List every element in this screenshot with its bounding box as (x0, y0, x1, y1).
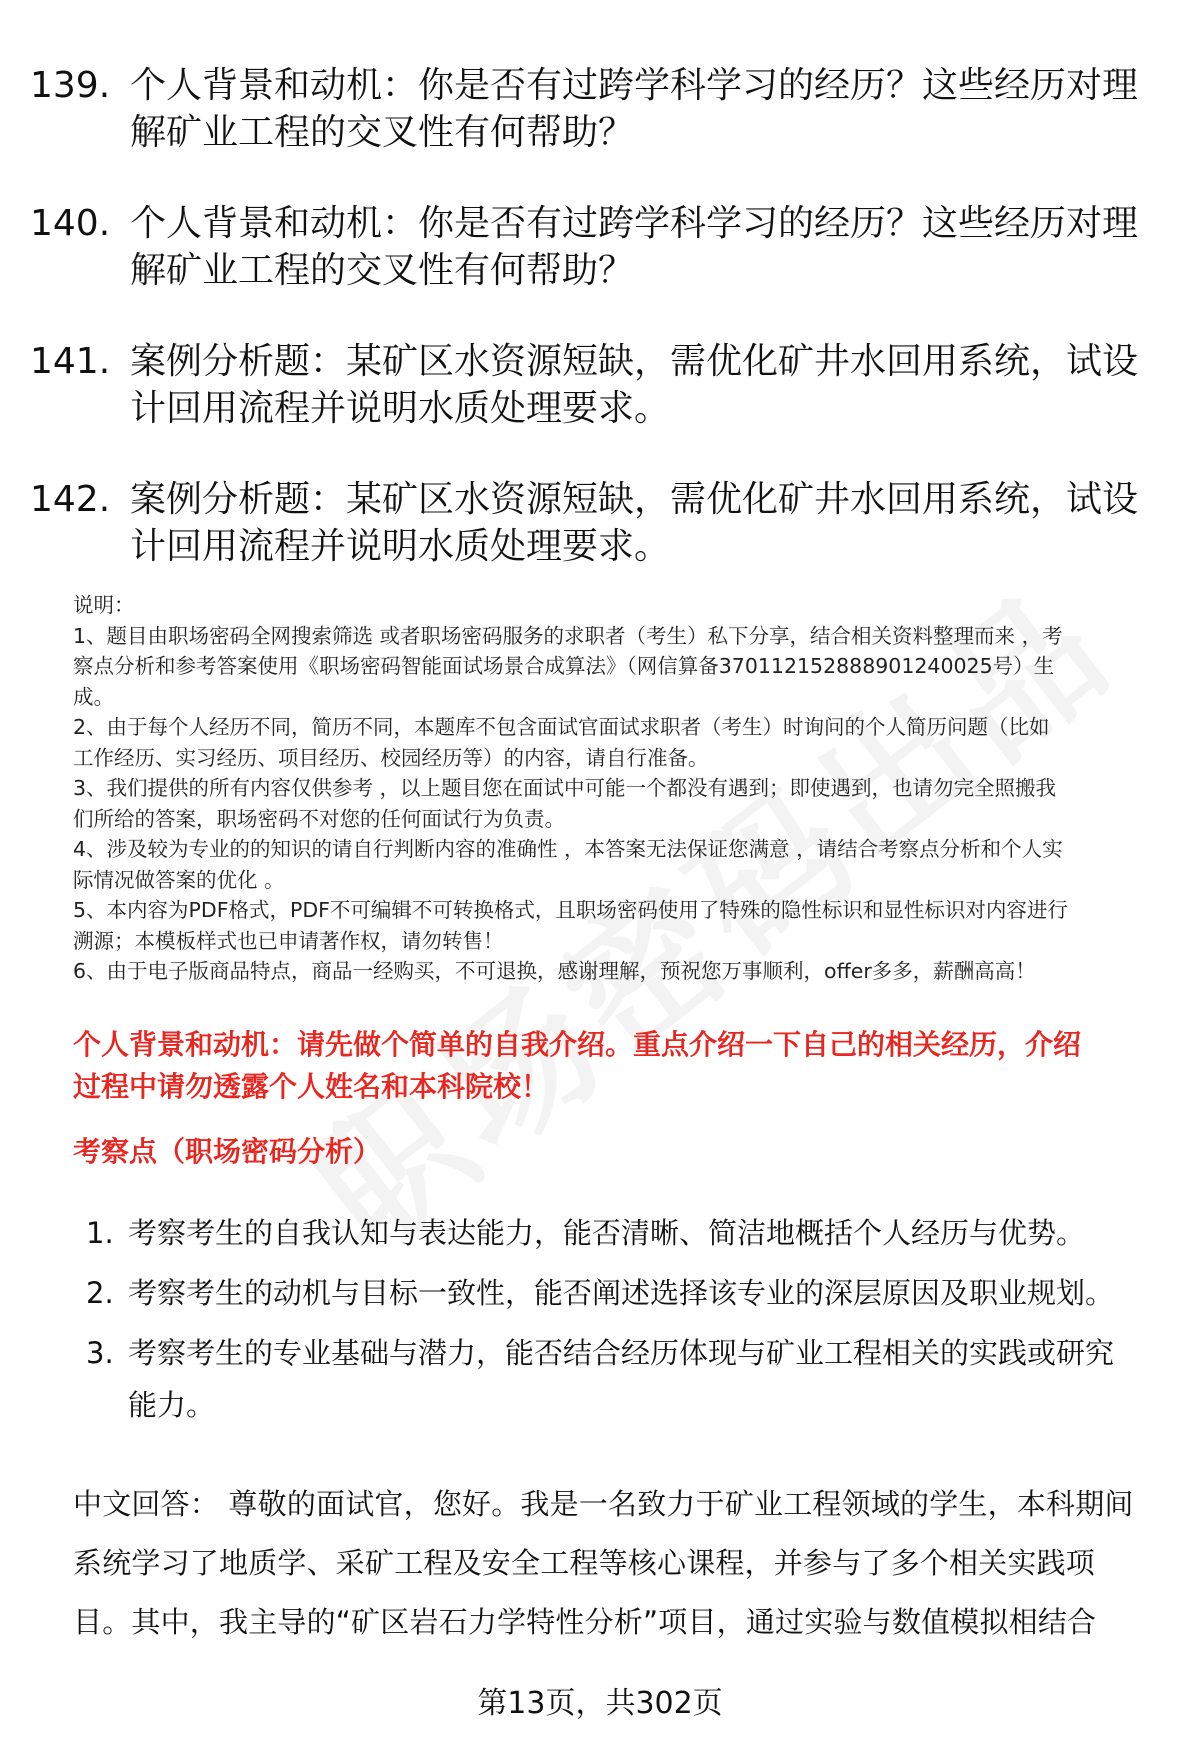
analysis-title: 考察点（职场密码分析） (73, 1135, 382, 1168)
answer-line: 目。其中，我主导的“矿区岩石力学特性分析”项目，通过实验与数值模拟相结合 (73, 1605, 1097, 1639)
question-line: 案例分析题：某矿区水资源短缺，需优化矿井水回用系统，试设 (130, 479, 1139, 520)
point-line: 考察考生的动机与目标一致性，能否阐述选择该专业的深层原因及职业规划。 (128, 1276, 1115, 1310)
question-item (30, 200, 1150, 294)
notes-line: 3、我们提供的所有内容仅供参考 ，以上题目您在面试中可能一个都没有遇到；即使遇到，也请勿完全照搬我 (73, 776, 1057, 800)
question-text (130, 338, 1150, 432)
question-line: 计回用流程并说明水质处理要求。 (130, 388, 671, 429)
question-item (30, 62, 1150, 156)
point-line: 考察考生的专业基础与潜力，能否结合经历体现与矿业工程相关的实践或研究 (128, 1336, 1115, 1370)
question-text (130, 62, 1150, 156)
question-line: 解矿业工程的交叉性有何帮助？ (130, 112, 635, 153)
question-number: 140. (30, 203, 111, 244)
notes-line: 们所给的答案，职场密码不对您的任何面试行为负责。 (73, 806, 565, 831)
question-line: 个人背景和动机：你是否有过跨学科学习的经历？这些经历对理 (130, 65, 1139, 106)
question-line: 解矿业工程的交叉性有何帮助？ (130, 250, 635, 291)
analysis-point (73, 1207, 1158, 1259)
point-number: 2. (86, 1276, 114, 1310)
point-line: 能力。 (128, 1388, 216, 1422)
question-line: 案例分析题：某矿区水资源短缺，需优化矿井水回用系统，试设 (130, 341, 1139, 382)
heading-line: 过程中请勿透露个人姓名和本科院校！ (73, 1070, 550, 1103)
question-list (30, 62, 1150, 614)
question-line: 计回用流程并说明水质处理要求。 (130, 526, 671, 567)
notes-line: 4、涉及较为专业的的知识的请自行判断内容的准确性 ，本答案无法保证您满意 ，请结合考察点分析和个人实 (73, 837, 1063, 861)
point-number: 3. (86, 1336, 114, 1370)
point-number: 1. (86, 1216, 114, 1250)
interview-question-heading (73, 1024, 1158, 1108)
point-line: 考察考生的自我认知与表达能力，能否清晰、简洁地概括个人经历与优势。 (128, 1216, 1086, 1250)
question-line: 个人背景和动机：你是否有过跨学科学习的经历？这些经历对理 (130, 203, 1139, 244)
heading-line: 个人背景和动机：请先做个简单的自我介绍。重点介绍一下自己的相关经历，介绍 (73, 1028, 1082, 1061)
notes-line: 察点分析和参考答案使用《职场密码智能面试场景合成算法》（网信算备370112152888901240025号）生 (73, 654, 1055, 678)
question-item (30, 476, 1150, 570)
question-number: 142. (30, 479, 111, 520)
answer-line: 系统学习了地质学、采矿工程及安全工程等核心课程，并参与了多个相关实践项 (73, 1546, 1096, 1580)
notes-line: 6、由于电子版商品特点，商品一经购买，不可退换，感谢理解，预祝您万事顺利，offer多多，薪酬高高！ (73, 959, 1036, 983)
notes-block (73, 590, 1158, 987)
question-text (130, 200, 1150, 294)
chinese-answer (73, 1475, 1158, 1652)
notes-line: 溯源；本模板样式也已申请著作权，请勿转售！ (73, 928, 504, 953)
analysis-point (73, 1267, 1158, 1319)
notes-line: 际情况做答案的优化 。 (73, 867, 285, 892)
notes-line: 2、由于每个人经历不同，简历不同，本题库不包含面试官面试求职者（考生）时询问的个人简历问题（比如 (73, 715, 1050, 739)
question-item (30, 338, 1150, 432)
analysis-points (73, 1207, 1158, 1439)
answer-line: 中文回答： 尊敬的面试官，您好。我是一名致力于矿业工程领域的学生，本科期间 (73, 1487, 1134, 1521)
analysis-point (73, 1327, 1158, 1431)
notes-line: 5、本内容为PDF格式，PDF不可编辑不可转换格式，且职场密码使用了特殊的隐性标识和显性标识对内容进行 (73, 898, 1068, 922)
notes-line: 成。 (73, 684, 114, 709)
notes-line: 1、题目由职场密码全网搜索筛选 或者职场密码服务的求职者（考生）私下分享，结合相关资料整理而来 ，考 (73, 623, 1063, 648)
notes-line: 工作经历、实习经历、项目经历、校园经历等）的内容，请自行准备。 (73, 745, 709, 770)
page-footer: 第13页，共302页 (477, 1686, 723, 1721)
question-number: 141. (30, 341, 111, 382)
question-number: 139. (30, 65, 111, 106)
notes-line: 说明： (73, 593, 135, 617)
question-text (130, 476, 1150, 570)
